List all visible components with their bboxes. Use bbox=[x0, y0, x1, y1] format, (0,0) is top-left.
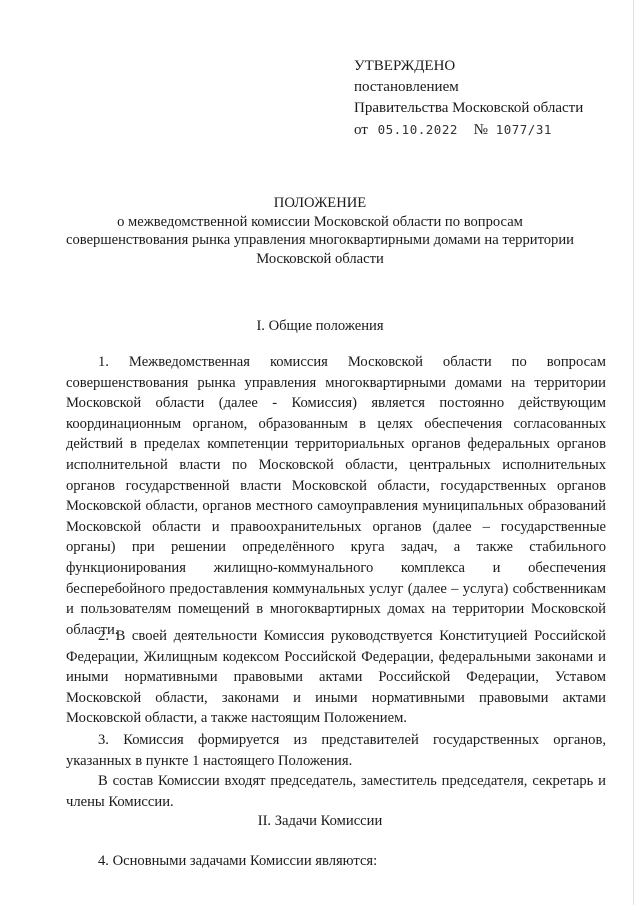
section1-paragraph-4: В состав Комиссии входят председатель, заместитель председателя, секретарь и члены Комиссии. bbox=[66, 773, 606, 810]
title-line2: совершенствования рынка управления многоквартирными домами на территории bbox=[66, 232, 574, 248]
section1-paragraph-1: 1. Межведомственная комиссия Московской области по вопросам совершенствования рынка управления многоквартирными домами на территории Московской области (далее - Комиссия) является постоянно действующим координационным органом, образованным в целях обеспечения согласованных действий в пределах компетенции территориальных органов федеральных органов исполнительной власти по Московской области, центральных исполнительных органов государственной власти Московской области, государственных органов Московской области, органов местного самоуправления муниципальных образований Московской области и правоохранительных органов (далее – государственные органы) при решении определённого круга задач, а также стабильного функционирования жилищно-коммунального комплекса и обеспечения бесперебойного предоставления коммунальных услуг (далее – услуга) собственникам и пользователям помещений в многоквартирных домах на территории Московской области. bbox=[66, 354, 606, 638]
section1-heading: I. Общие положения bbox=[256, 318, 384, 334]
approval-date: 05.10.2022 bbox=[377, 122, 458, 137]
approval-line1: постановлением bbox=[354, 79, 459, 95]
approval-number: 1077/31 bbox=[495, 122, 552, 137]
approval-stamp bbox=[354, 56, 583, 141]
document-title bbox=[60, 194, 580, 268]
approval-line2: Правительства Московской области bbox=[354, 100, 584, 116]
scan-edge-line bbox=[633, 0, 634, 905]
section2-paragraph-1: 4. Основными задачами Комиссии являются: bbox=[98, 853, 378, 869]
title-line1: о межведомственной комиссии Московской области по вопросам bbox=[117, 213, 523, 230]
approval-date-line bbox=[354, 119, 583, 141]
title-line3: Московской области bbox=[256, 250, 384, 267]
section1-paragraph-2: 2. В своей деятельности Комиссия руководствуется Конституцией Российской Федерации, Жилищным кодексом Российской Федерации, федеральными законами и иными нормативными правовыми актами Российской Федерации, Уставом Московской области, законами и иными нормативными правовыми актами Московской области, а также настоящим Положением. bbox=[66, 628, 606, 727]
section2-heading: II. Задачи Комиссии bbox=[257, 813, 383, 829]
title-heading: ПОЛОЖЕНИЕ bbox=[273, 195, 367, 211]
date-prefix: от bbox=[354, 122, 368, 138]
number-prefix: № bbox=[473, 122, 488, 138]
section1-paragraph-3: 3. Комиссия формируется из представителей государственных органов, указанных в пункте 1 настоящего Положения. bbox=[66, 732, 606, 769]
approval-approved: УТВЕРЖДЕНО bbox=[354, 58, 456, 74]
